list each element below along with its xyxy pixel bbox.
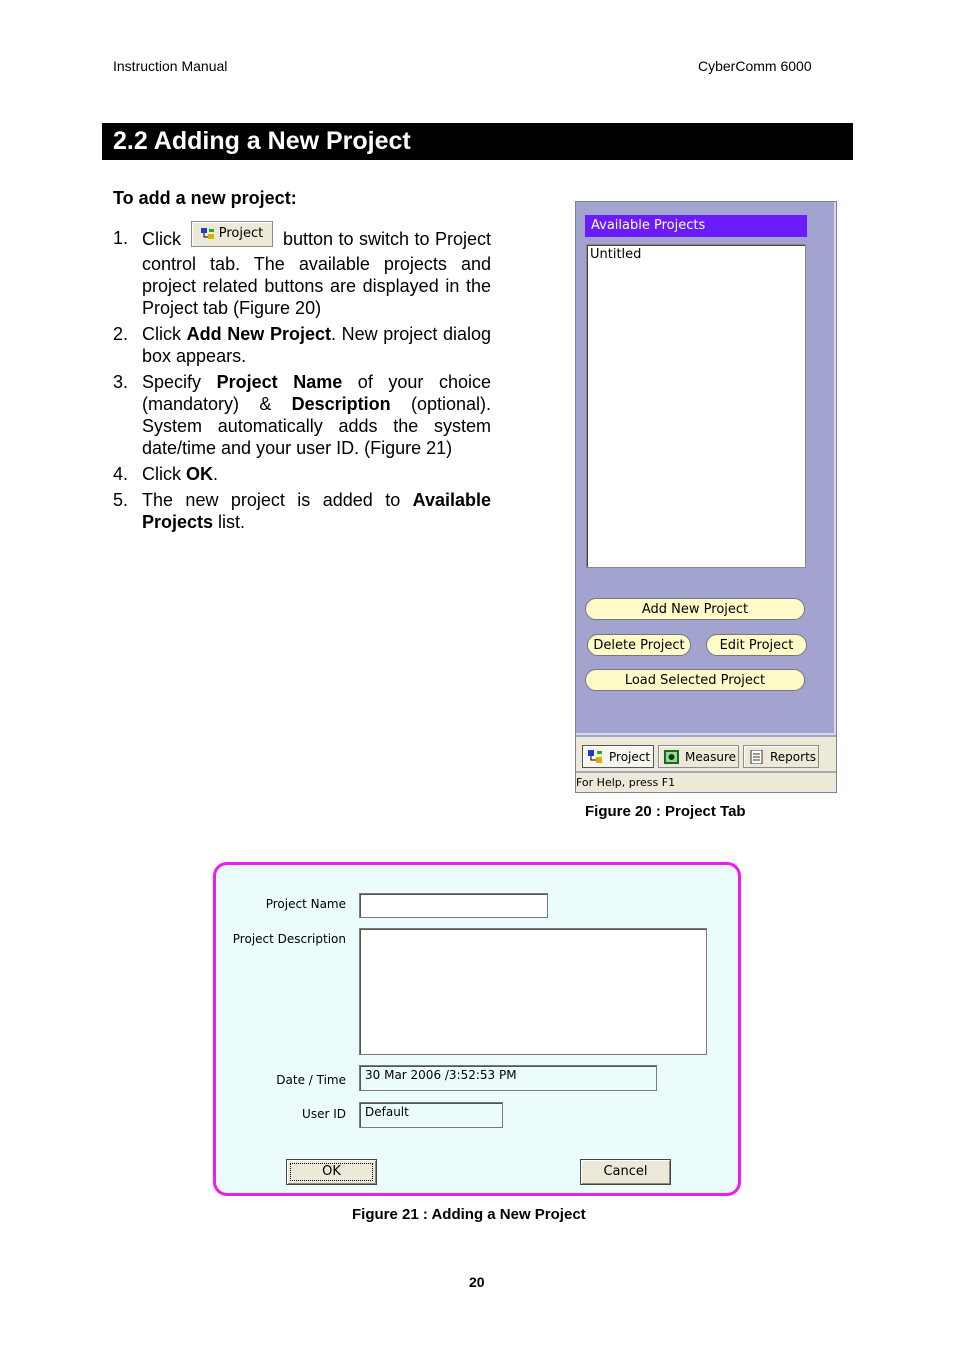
step-text: . New project dialog box appears. xyxy=(142,324,492,366)
tab-reports[interactable] xyxy=(743,745,819,768)
step-bold: Add New Project xyxy=(186,324,331,344)
step-bold: OK xyxy=(186,464,213,484)
section-title-bar xyxy=(102,123,853,160)
project-icon xyxy=(201,228,215,240)
figure-21-caption: Figure 21 : Adding a New Project xyxy=(352,1206,586,1223)
project-name-label: Project Name xyxy=(265,897,346,911)
step-text: Click xyxy=(142,324,187,344)
step-text: Click xyxy=(142,228,181,249)
intro-heading: To add a new project: xyxy=(113,188,297,208)
step-text: of your choice (mandatory) & xyxy=(142,372,492,414)
tab-bar xyxy=(576,737,836,771)
edit-project-button[interactable]: Edit Project xyxy=(706,634,807,656)
step-2 xyxy=(113,323,491,367)
ok-button[interactable] xyxy=(286,1159,377,1185)
status-bar: For Help, press F1 xyxy=(576,772,836,792)
step-text: The new project is added to xyxy=(142,490,413,510)
step-3 xyxy=(113,371,491,459)
ok-label: OK xyxy=(322,1164,341,1179)
focus-ring xyxy=(290,1163,373,1181)
header-left: Instruction Manual xyxy=(113,58,228,74)
project-description-textarea[interactable] xyxy=(359,928,707,1055)
step-text: Click xyxy=(142,464,186,484)
header-right: CyberComm 6000 xyxy=(698,58,812,74)
tab-measure[interactable] xyxy=(658,745,739,768)
step-1 xyxy=(113,227,491,319)
step-bold: Project Name xyxy=(216,372,343,392)
figure-20-caption: Figure 20 : Project Tab xyxy=(585,803,746,820)
project-description-label: Project Description xyxy=(232,932,346,946)
step-number: 3. xyxy=(113,372,129,392)
cancel-button[interactable]: Cancel xyxy=(580,1159,671,1185)
available-projects-title: Available Projects xyxy=(585,215,807,237)
tab-reports-label: Reports xyxy=(770,750,817,764)
available-projects-list[interactable] xyxy=(586,244,806,568)
user-id-label: User ID xyxy=(302,1107,346,1121)
step-text: Specify xyxy=(142,372,217,392)
tab-project[interactable] xyxy=(582,745,654,768)
new-project-dialog xyxy=(213,862,741,1196)
tab-measure-label: Measure xyxy=(685,750,736,764)
step-number: 1. xyxy=(113,228,129,248)
step-number: 4. xyxy=(113,464,129,484)
section-title: 2.2 Adding a New Project xyxy=(113,127,411,155)
inline-project-label: Project xyxy=(218,226,264,241)
reports-icon xyxy=(749,750,764,764)
load-selected-project-button[interactable]: Load Selected Project xyxy=(585,669,805,691)
measure-icon xyxy=(664,750,679,764)
panel-body xyxy=(576,202,836,735)
tab-project-label: Project xyxy=(609,750,651,764)
step-text: . xyxy=(213,464,219,484)
project-icon xyxy=(588,750,603,764)
add-new-project-button[interactable]: Add New Project xyxy=(585,598,805,620)
step-text: (optional). System automatically adds the system date/time and your user ID. (Figure 21) xyxy=(142,394,491,458)
page-number: 20 xyxy=(469,1274,485,1290)
step-4 xyxy=(113,463,491,485)
step-5 xyxy=(113,489,491,533)
project-name-input[interactable] xyxy=(359,893,548,918)
user-id-field: Default xyxy=(359,1102,503,1128)
step-text: list. xyxy=(213,512,246,532)
datetime-field: 30 Mar 2006 /3:52:53 PM xyxy=(359,1065,657,1091)
step-number: 2. xyxy=(113,324,129,344)
datetime-label: Date / Time xyxy=(276,1073,346,1087)
list-item[interactable]: Untitled xyxy=(590,247,642,262)
project-tab-panel xyxy=(575,201,837,793)
step-bold: Description xyxy=(291,394,391,414)
delete-project-button[interactable]: Delete Project xyxy=(587,634,691,656)
step-bold: Available Projects xyxy=(142,490,491,532)
steps-list xyxy=(113,227,491,537)
step-number: 5. xyxy=(113,490,129,510)
inline-project-button xyxy=(191,221,273,247)
step-text: button to switch to Project control tab. The available projects and project related buttons are displayed in the Project tab (Figure 20) xyxy=(142,228,491,318)
